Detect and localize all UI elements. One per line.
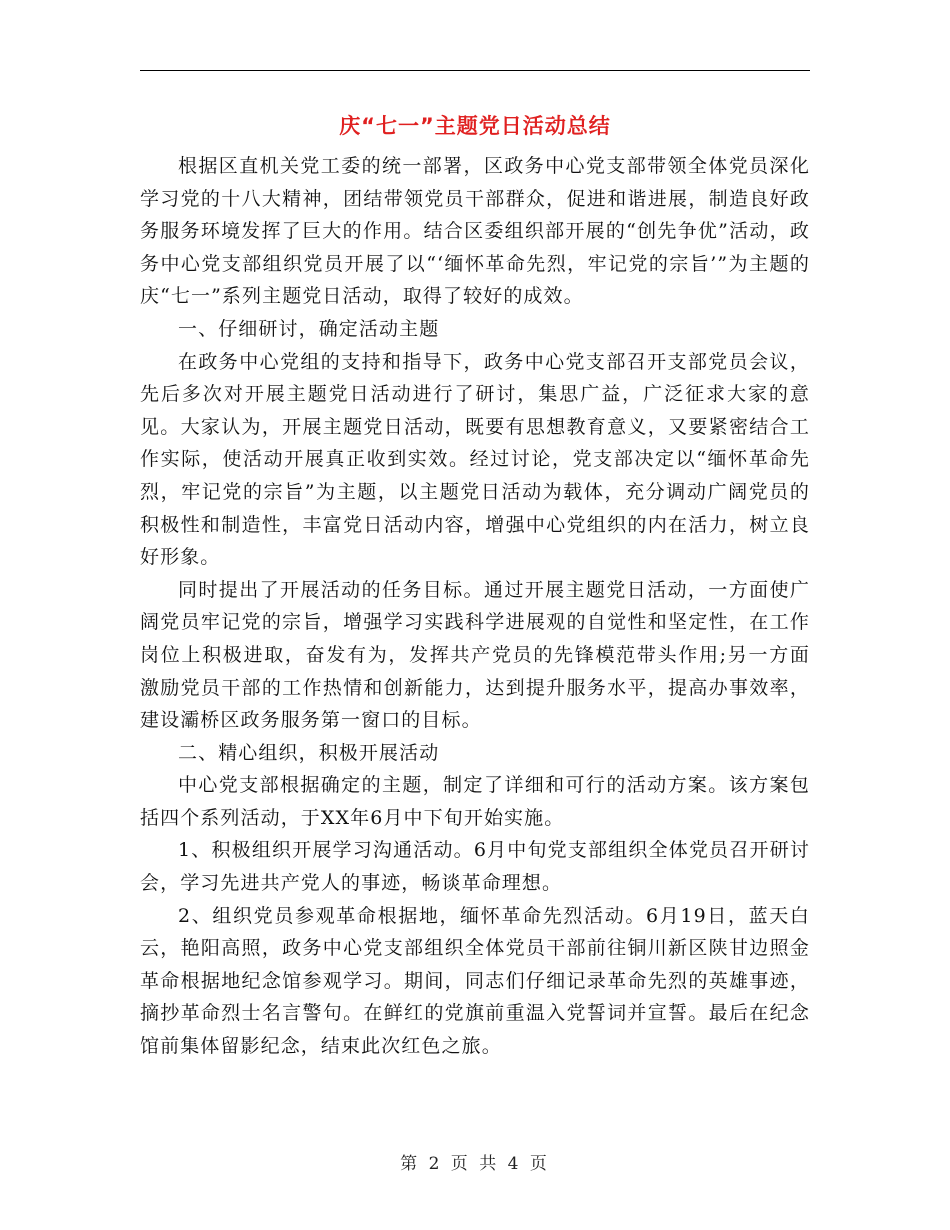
paragraph: 同时提出了开展活动的任务目标。通过开展主题党日活动，一方面使广阔党员牢记党的宗旨，增强学习实践科学进展观的自觉性和坚定性，在工作岗位上积极进取，奋发有为，发挥共产党员的先锋模范带头作用;另一方面激励党员干部的工作热情和创新能力，达到提升服务水平，提高办事效率，建设灞桥区政务服务第一窗口的目标。 <box>140 578 810 732</box>
paragraph-item-2: 2、组织党员参观革命根据地，缅怀革命先烈活动。6月19日，蓝天白云，艳阳高照，政务中心党支部组织全体党员干部前往铜川新区陕甘边照金革命根据地纪念馆参观学习。期间，同志们仔细记录革命先烈的英雄事迹，摘抄革命烈士名言警句。在鲜红的党旗前重温入党誓词并宣誓。最后在纪念馆前集体留影纪念，结束此次红色之旅。 <box>140 904 810 1058</box>
paragraph-intro: 根据区直机关党工委的统一部署，区政务中心党支部带领全体党员深化学习党的十八大精神，团结带领党员干部群众，促进和谐进展，制造良好政务服务环境发挥了巨大的作用。结合区委组织部开展的“创先争优”活动，政务中心党支部组织党员开展了以“‘缅怀革命先烈，牢记党的宗旨’”为主题的庆“七一”系列主题党日活动，取得了较好的成效。 <box>140 155 810 308</box>
paragraph: 中心党支部根据确定的主题，制定了详细和可行的活动方案。该方案包括四个系列活动，于XX年6月中下旬开始实施。 <box>140 774 810 829</box>
document-body <box>140 150 810 1063</box>
section-heading-2: 二、精心组织，积极开展活动 <box>178 741 440 764</box>
paragraph: 在政务中心党组的支持和指导下，政务中心党支部召开支部党员会议，先后多次对开展主题党日活动进行了研讨，集思广益，广泛征求大家的意见。大家认为，开展主题党日活动，既要有思想教育意义，又要紧密结合工作实际，使活动开展真正收到实效。经过讨论，党支部决定以“缅怀革命先烈，牢记党的宗旨”为主题，以主题党日活动为载体，充分调动广阔党员的积极性和制造性，丰富党日活动内容，增强中心党组织的内在活力，树立良好形象。 <box>140 350 810 569</box>
header-rule <box>140 70 810 71</box>
page-number-footer: 第 2 页 共 4 页 <box>400 1154 550 1174</box>
document-title: 庆“七一”主题党日活动总结 <box>339 114 611 138</box>
section-heading-1: 一、仔细研讨，确定活动主题 <box>178 317 440 340</box>
paragraph-item-1: 1、积极组织开展学习沟通活动。6月中旬党支部组织全体党员召开研讨会，学习先进共产党人的事迹，畅谈革命理想。 <box>140 839 810 895</box>
